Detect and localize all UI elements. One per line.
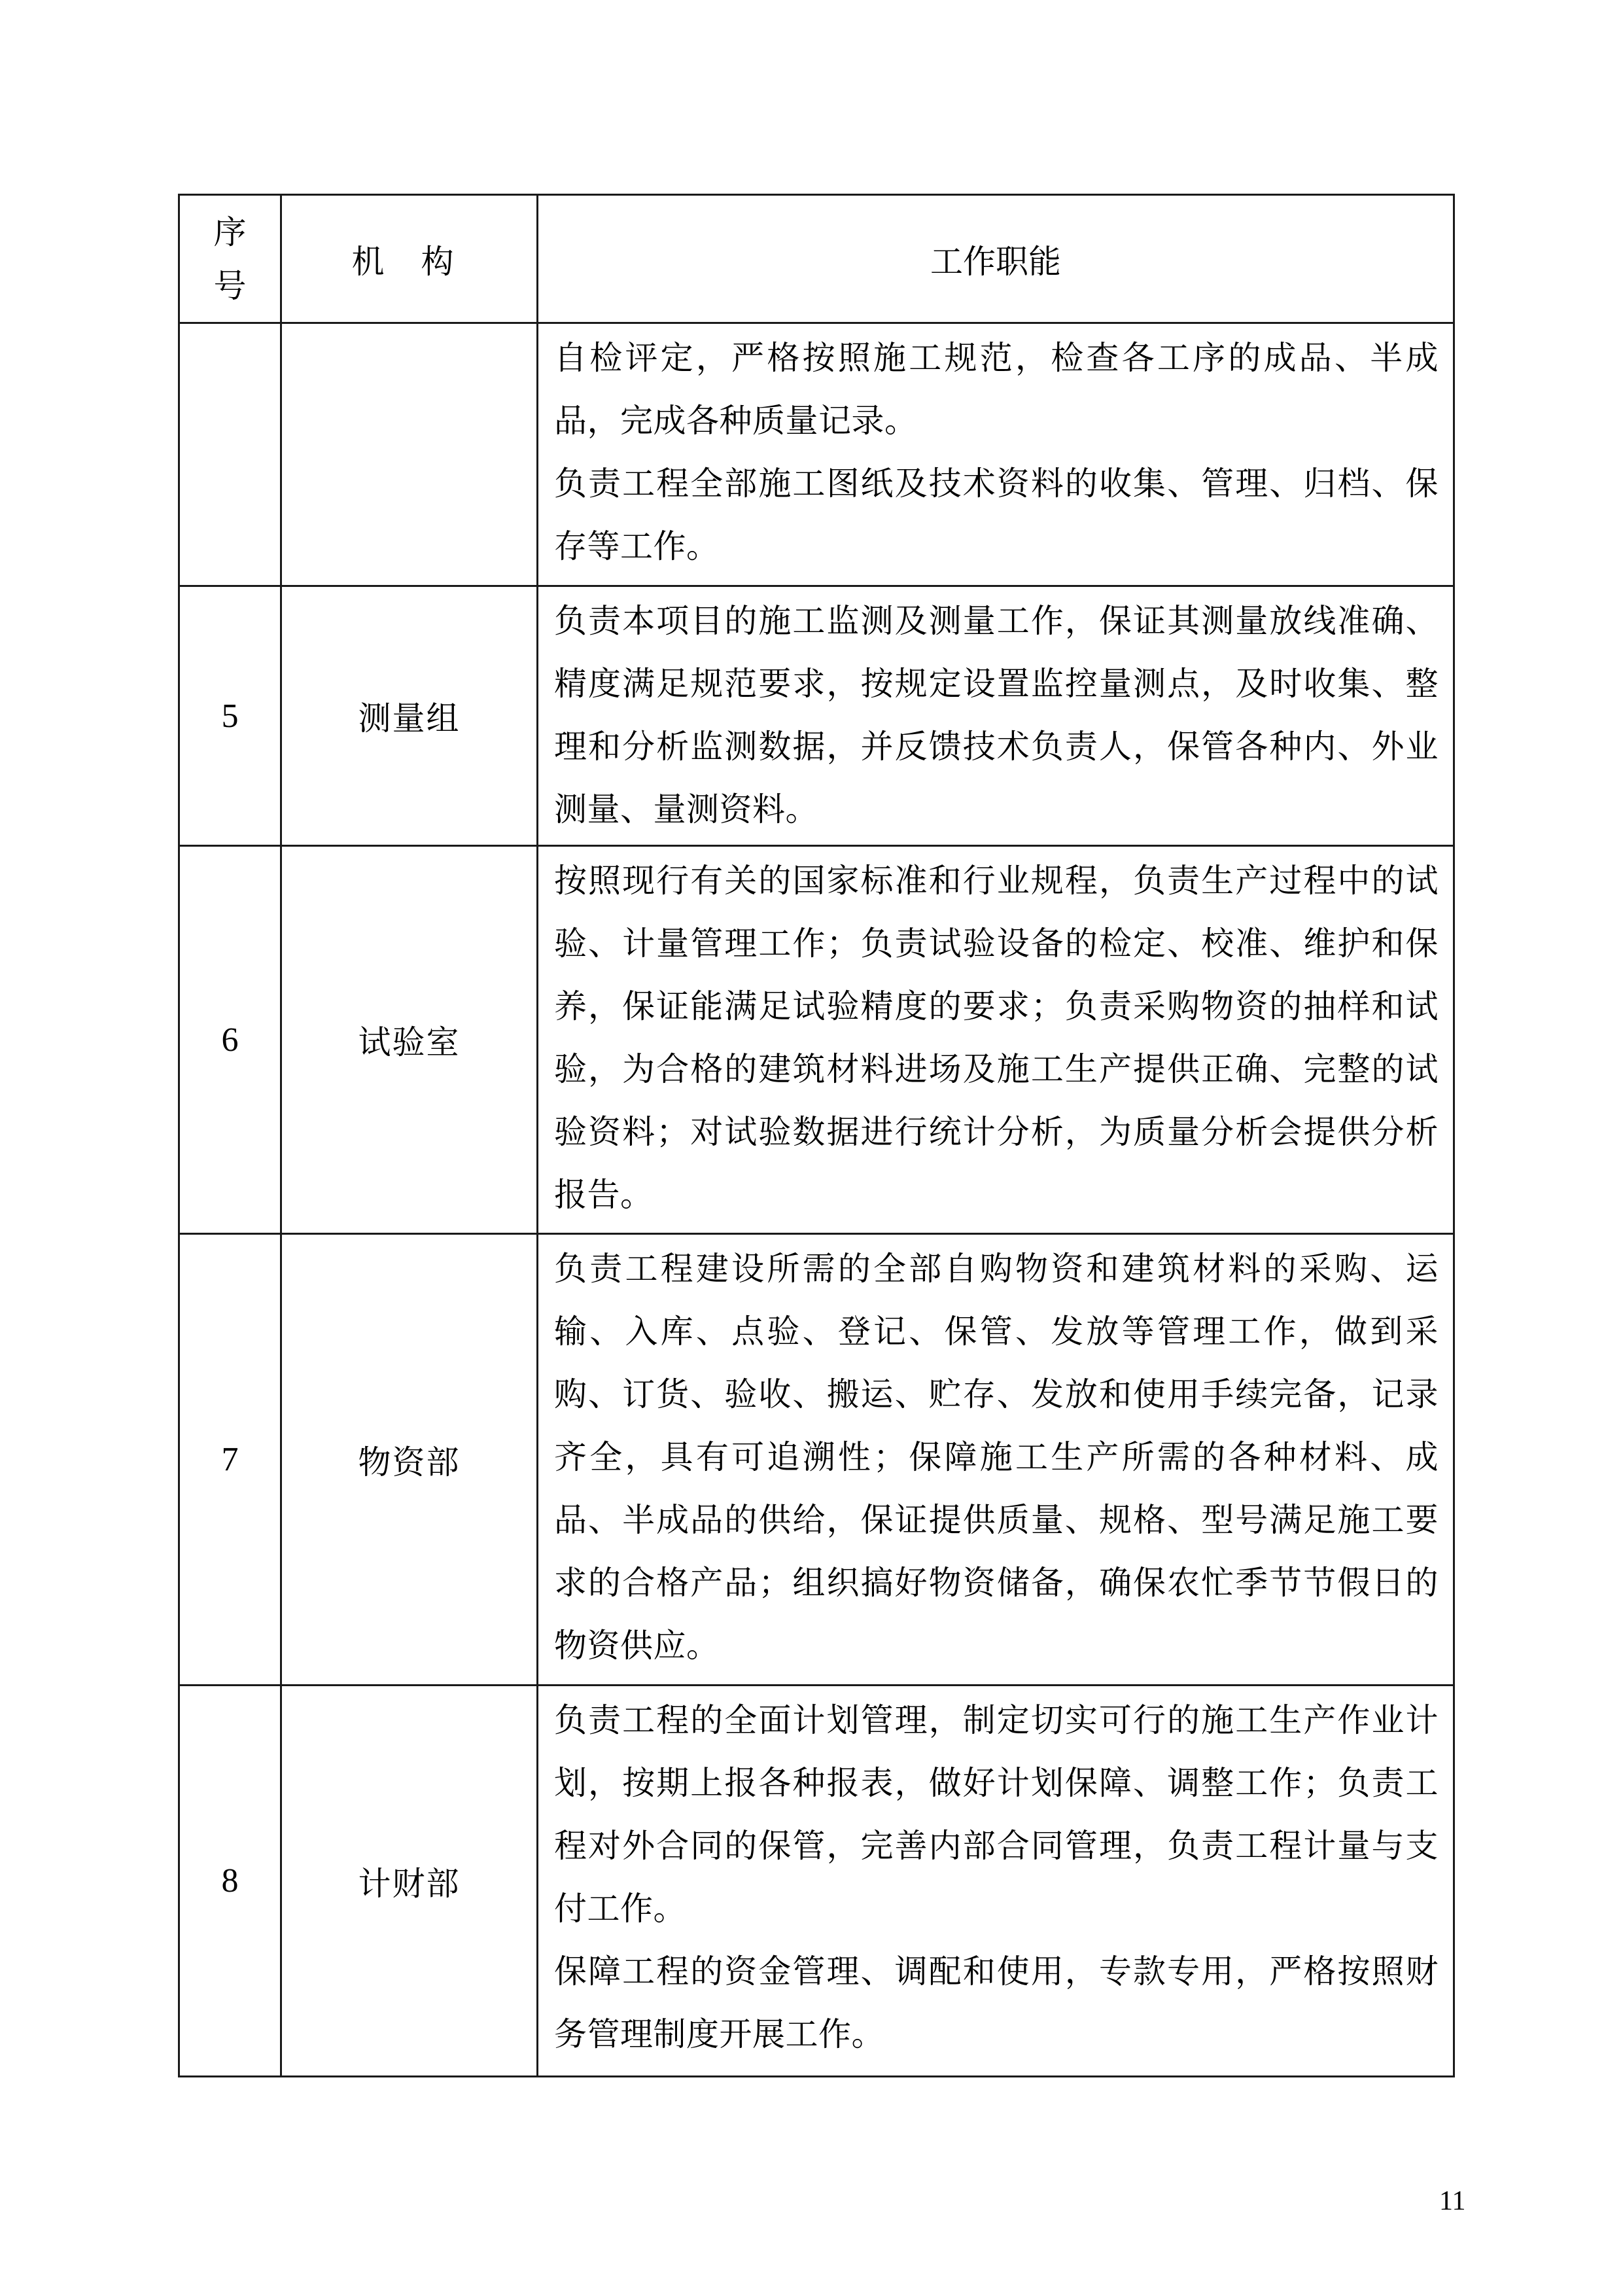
row-number: 7 xyxy=(179,1234,281,1686)
duty-paragraph: 负责工程全部施工图纸及技术资料的收集、管理、归档、保存等工作。 xyxy=(554,465,1439,565)
table-row xyxy=(179,846,1454,1234)
duty-paragraph: 按照现行有关的国家标准和行业规程，负责生产过程中的试验、计量管理工作；负责试验设备的检定、校准、维护和保养，保证能满足试验精度的要求；负责采购物资的抽样和试验，为合格的建筑材料进场及施工生产提供正确、完整的试验资料；对试验数据进行统计分析，为质量分析会提供分析报告。 xyxy=(554,862,1439,1214)
header-serial-number xyxy=(179,195,281,323)
row-number: 8 xyxy=(179,1686,281,2077)
duty-paragraph: 自检评定，严格按照施工规范，检查各工序的成品、半成品，完成各种质量记录。 xyxy=(554,339,1439,440)
row-number xyxy=(179,323,281,586)
row-duties xyxy=(538,846,1454,1234)
table-row xyxy=(179,1234,1454,1686)
row-duties xyxy=(538,586,1454,846)
row-organization: 试验室 xyxy=(281,846,538,1234)
table-row xyxy=(179,1686,1454,2077)
row-organization: 计财部 xyxy=(281,1686,538,2077)
row-number: 6 xyxy=(179,846,281,1234)
row-duties xyxy=(538,323,1454,586)
header-serial-number-line-1: 序 xyxy=(213,213,247,251)
row-organization: 测量组 xyxy=(281,586,538,846)
table-row xyxy=(179,323,1454,586)
header-serial-number-line-2: 号 xyxy=(213,266,247,305)
header-row xyxy=(179,195,1454,323)
duty-paragraph: 负责工程建设所需的全部自购物资和建筑材料的采购、运输、入库、点验、登记、保管、发放等管理工作，做到采购、订货、验收、搬运、贮存、发放和使用手续完备，记录齐全，具有可追溯性；保障施工生产所需的各种材料、成品、半成品的供给，保证提供质量、规格、型号满足施工要求的合格产品；组织搞好物资储备，确保农忙季节节假日的物资供应。 xyxy=(554,1250,1439,1665)
duty-paragraph: 负责工程的全面计划管理，制定切实可行的施工生产作业计划，按期上报各种报表，做好计划保障、调整工作；负责工程对外合同的保管，完善内部合同管理，负责工程计量与支付工作。 xyxy=(554,1701,1439,1928)
row-organization xyxy=(281,323,538,586)
header-organization: 机 构 xyxy=(281,195,538,323)
table-row xyxy=(179,586,1454,846)
header-duties: 工作职能 xyxy=(538,195,1454,323)
row-organization: 物资部 xyxy=(281,1234,538,1686)
duty-paragraph: 负责本项目的施工监测及测量工作，保证其测量放线准确、精度满足规范要求，按规定设置监控量测点，及时收集、整理和分析监测数据，并反馈技术负责人，保管各种内、外业测量、量测资料。 xyxy=(554,602,1439,828)
row-duties xyxy=(538,1686,1454,2077)
duties-table xyxy=(178,194,1455,2077)
duty-paragraph: 保障工程的资金管理、调配和使用，专款专用，严格按照财务管理制度开展工作。 xyxy=(554,1952,1439,2053)
page-number: 11 xyxy=(1439,2186,1466,2216)
row-number: 5 xyxy=(179,586,281,846)
row-duties xyxy=(538,1234,1454,1686)
